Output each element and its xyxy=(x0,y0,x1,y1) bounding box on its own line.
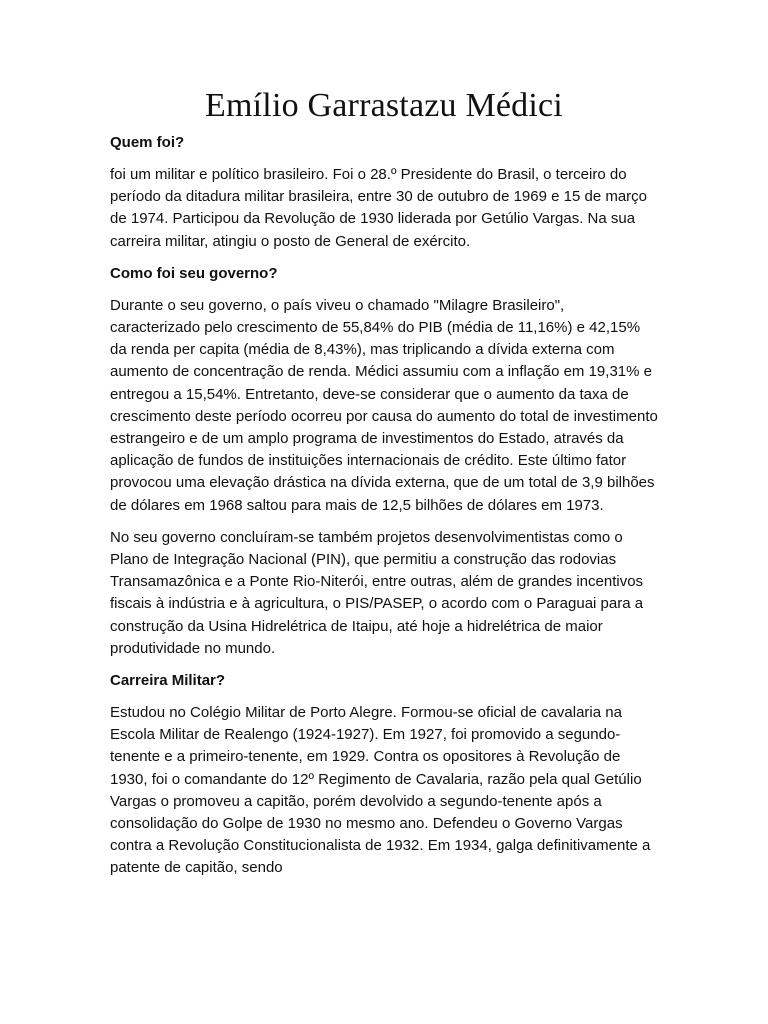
document-title: Emílio Garrastazu Médici xyxy=(205,87,563,124)
section-paragraph: foi um militar e político brasileiro. Foi o 28.º Presidente do Brasil, o terceiro do período da ditadura militar brasileira, entre 30 de outubro de 1969 e 15 de março de 1974. Participou da Revolução de 1930 liderada por Getúlio Vargas. Na sua carreira militar, atingiu o posto de General de exército. xyxy=(110,166,648,250)
section-carreira-militar xyxy=(110,670,658,880)
section-paragraph: Estudou no Colégio Militar de Porto Alegre. Formou-se oficial de cavalaria na Escola Militar de Realengo (1924-1927). Em 1927, foi promovido a segundo-tenente e a primeiro-tenente, em 1929. Contra os opositores à Revolução de 1930, foi o comandante do 12º Regimento de Cavalaria, razão pela qual Getúlio Vargas o promoveu a capitão, porém devolvido a segundo-tenente após a consolidação do Golpe de 1930 no mesmo ano. Defendeu o Governo Vargas contra a Revolução Constitucionalista de 1932. Em 1934, galga definitivamente a patente de capitão, sendo xyxy=(110,704,651,877)
section-quem-foi xyxy=(110,132,658,253)
section-heading: Quem foi? xyxy=(110,134,185,151)
section-heading: Como foi seu governo? xyxy=(110,264,278,282)
section-paragraph: No seu governo concluíram-se também projetos desenvolvimentistas como o Plano de Integração Nacional (PIN), que permitiu a construção das rodovias Transamazônica e a Ponte Rio-Niterói, entre outras, além de grandes incentivos fiscais à indústria e à agricultura, o PIS/PASEP, o acordo com o Paraguai para a construção da Usina Hidrelétrica de Itaipu, até hoje a hidrelétrica de maior produtividade no mundo. xyxy=(110,528,644,657)
section-paragraph: Durante o seu governo, o país viveu o chamado "Milagre Brasileiro", caracterizado pelo crescimento de 55,84% do PIB (média de 11,16%) e 42,15% da renda per capita (média de 8,43%), mas triplicando a dívida externa com aumento de concentração de renda. Médici assumiu com a inflação em 19,31% e entregou a 15,54%. Entretanto, deve-se considerar que o aumento da taxa de crescimento deste período ocorreu por causa do aumento do total de investimento estrangeiro e de um amplo programa de investimentos do Estado, através da aplicação de fundos de instituições internacionais de crédito. Este último fator provocou uma elevação drástica na dívida externa, que de um total de 3,9 bilhões de dólares em 1968 saltou para mais de 12,5 bilhões de dólares em 1973. xyxy=(110,296,658,514)
document-page xyxy=(110,86,658,890)
section-heading: Carreira Militar? xyxy=(110,672,226,690)
section-governo xyxy=(110,263,658,660)
